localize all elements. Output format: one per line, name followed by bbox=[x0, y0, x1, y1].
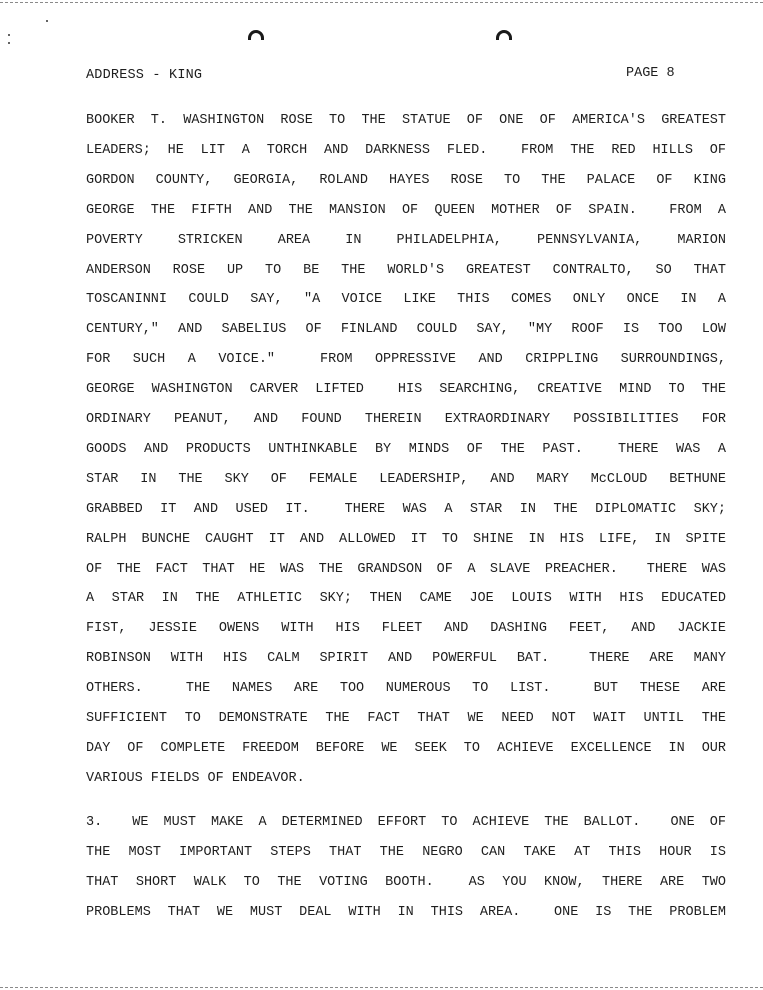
text-line: ROBINSON WITH HIS CALM SPIRIT AND POWERFUL BAT. THERE ARE MANY bbox=[86, 651, 726, 667]
document-header-title: ADDRESS - KING bbox=[86, 68, 203, 83]
text-line: TOSCANINNI COULD SAY, "A VOICE LIKE THIS COMES ONLY ONCE IN A bbox=[86, 292, 726, 308]
text-line: OTHERS. THE NAMES ARE TOO NUMEROUS TO LIST. BUT THESE ARE bbox=[86, 681, 726, 697]
page-bottom-border bbox=[0, 987, 763, 988]
text-line: FOR SUCH A VOICE." FROM OPPRESSIVE AND CRIPPLING SURROUNDINGS, bbox=[86, 352, 726, 368]
text-line: DAY OF COMPLETE FREEDOM BEFORE WE SEEK TO ACHIEVE EXCELLENCE IN OUR bbox=[86, 740, 726, 756]
text-line: LEADERS; HE LIT A TORCH AND DARKNESS FLED. FROM THE RED HILLS OF bbox=[86, 142, 726, 158]
text-line: A STAR IN THE ATHLETIC SKY; THEN CAME JOE LOUIS WITH HIS EDUCATED bbox=[86, 591, 726, 607]
text-line: ANDERSON ROSE UP TO BE THE WORLD'S GREATEST CONTRALTO, SO THAT bbox=[86, 262, 726, 278]
text-line: GOODS AND PRODUCTS UNTHINKABLE BY MINDS OF THE PAST. THERE WAS A bbox=[86, 441, 726, 457]
scan-speck bbox=[8, 42, 10, 44]
text-line: GORDON COUNTY, GEORGIA, ROLAND HAYES ROSE TO THE PALACE OF KING bbox=[86, 172, 726, 188]
text-line: BOOKER T. WASHINGTON ROSE TO THE STATUE OF ONE OF AMERICA'S GREATEST bbox=[86, 113, 726, 128]
text-line: STAR IN THE SKY OF FEMALE LEADERSHIP, AND MARY McCLOUD BETHUNE bbox=[86, 471, 726, 487]
scan-speck bbox=[8, 34, 10, 36]
text-line: VARIOUS FIELDS OF ENDEAVOR. bbox=[86, 770, 305, 786]
page-number: PAGE 8 bbox=[626, 66, 675, 81]
text-line: FIST, JESSIE OWENS WITH HIS FLEET AND DASHING FEET, AND JACKIE bbox=[86, 621, 726, 637]
binder-hole-mark-right bbox=[496, 30, 512, 40]
text-line: OF THE FACT THAT HE WAS THE GRANDSON OF A SLAVE PREACHER. THERE WAS bbox=[86, 561, 726, 577]
text-line: GEORGE THE FIFTH AND THE MANSION OF QUEEN MOTHER OF SPAIN. FROM A bbox=[86, 202, 726, 218]
text-line: GEORGE WASHINGTON CARVER LIFTED HIS SEARCHING, CREATIVE MIND TO THE bbox=[86, 382, 726, 398]
text-line: CENTURY," AND SABELIUS OF FINLAND COULD SAY, "MY ROOF IS TOO LOW bbox=[86, 322, 726, 338]
scan-speck bbox=[46, 20, 48, 22]
text-line: ORDINARY PEANUT, AND FOUND THEREIN EXTRAORDINARY POSSIBILITIES FOR bbox=[86, 412, 726, 427]
text-line: 3. WE MUST MAKE A DETERMINED EFFORT TO ACHIEVE THE BALLOT. ONE OF bbox=[86, 815, 726, 830]
text-line: THE MOST IMPORTANT STEPS THAT THE NEGRO CAN TAKE AT THIS HOUR IS bbox=[86, 844, 726, 860]
text-line: PROBLEMS THAT WE MUST DEAL WITH IN THIS AREA. ONE IS THE PROBLEM bbox=[86, 904, 726, 920]
text-line: RALPH BUNCHE CAUGHT IT AND ALLOWED IT TO SHINE IN HIS LIFE, IN SPITE bbox=[86, 531, 726, 547]
text-line: SUFFICIENT TO DEMONSTRATE THE FACT THAT WE NEED NOT WAIT UNTIL THE bbox=[86, 711, 726, 726]
text-line: POVERTY STRICKEN AREA IN PHILADELPHIA, PENNSYLVANIA, MARION bbox=[86, 232, 726, 248]
text-line: GRABBED IT AND USED IT. THERE WAS A STAR IN THE DIPLOMATIC SKY; bbox=[86, 501, 726, 517]
page-top-border bbox=[0, 2, 763, 3]
binder-hole-mark-left bbox=[248, 30, 264, 40]
text-line: THAT SHORT WALK TO THE VOTING BOOTH. AS YOU KNOW, THERE ARE TWO bbox=[86, 874, 726, 890]
